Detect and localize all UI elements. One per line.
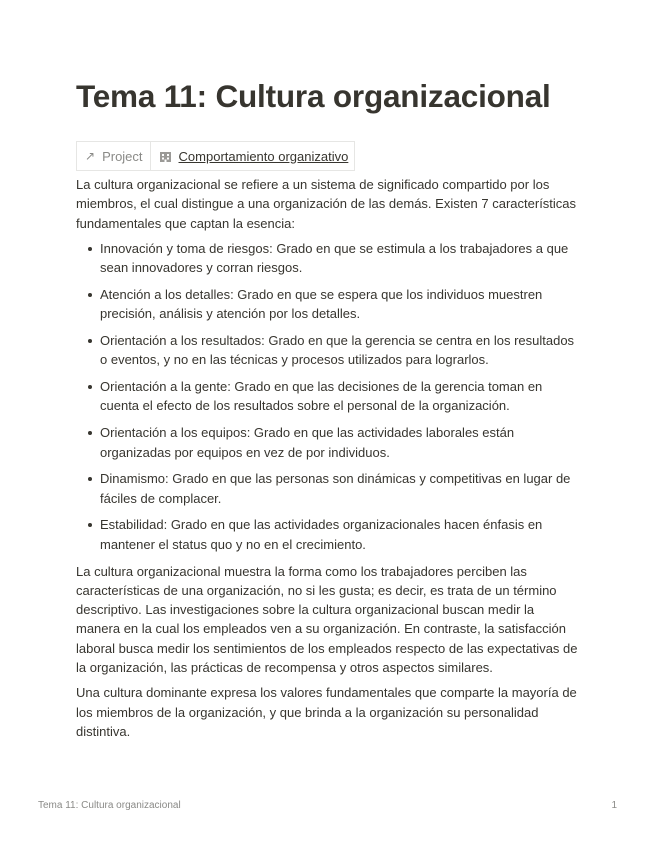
paragraph: Una cultura dominante expresa los valores fundamentales que comparte la mayoría de los miembros de la organización, y que brinda a la organización su personalidad distintiva. (76, 685, 577, 739)
list-item: Innovación y toma de riesgos: Grado en que se estimula a los trabajadores a que sean innovadores y corran riesgos. (76, 239, 581, 278)
page-number: 1 (611, 800, 617, 811)
property-label-project (77, 142, 151, 170)
intro-paragraph: La cultura organizacional se refiere a un sistema de significado compartido por los miembros, el cual distingue a una organización de las demás. Existen 7 características fundamentales que captan la esencia: (76, 177, 577, 231)
characteristics-list (76, 239, 581, 554)
footer-title: Tema 11: Cultura organizacional (38, 800, 181, 811)
document-body (76, 175, 581, 747)
building-icon (159, 150, 172, 163)
list-item: Orientación a los resultados: Grado en que la gerencia se centra en los resultados o eventos, y no en las técnicas y procesos utilizados para lograrlos. (76, 331, 581, 370)
page-title: Tema 11: Cultura organizacional (76, 78, 551, 114)
project-link[interactable]: Comportamiento organizativo (178, 148, 349, 164)
list-item: Orientación a la gente: Grado en que las decisiones de la gerencia toman en cuenta el efecto de los resultados sobre el personal de la organización. (76, 377, 581, 416)
arrow-up-right-icon: ↗ (85, 149, 96, 163)
property-label: Project (102, 148, 143, 164)
list-item: Estabilidad: Grado en que las actividades organizacionales hacen énfasis en mantener el status quo y no en el crecimiento. (76, 515, 581, 554)
list-item: Orientación a los equipos: Grado en que las actividades laborales están organizadas por equipos en vez de por individuos. (76, 423, 581, 462)
list-item: Atención a los detalles: Grado en que se espera que los individuos muestren precisión, análisis y atención por los detalles. (76, 285, 581, 324)
property-value[interactable] (151, 142, 355, 170)
property-row (76, 141, 355, 171)
list-item: Dinamismo: Grado en que las personas son dinámicas y competitivas en lugar de fáciles de complacer. (76, 469, 581, 508)
paragraph: La cultura organizacional muestra la forma como los trabajadores perciben las características de una organización, no si les gusta; es decir, es trata de un término descriptivo. Las investigaciones sobre la cultura organizacional buscan medir la manera en la cual los empleados ven a su organización. En contraste, la satisfacción laboral busca medir los sentimientos de los empleados respecto de las expectativas de la organización, las prácticas de recompensa y otros aspectos similares. (76, 563, 578, 676)
